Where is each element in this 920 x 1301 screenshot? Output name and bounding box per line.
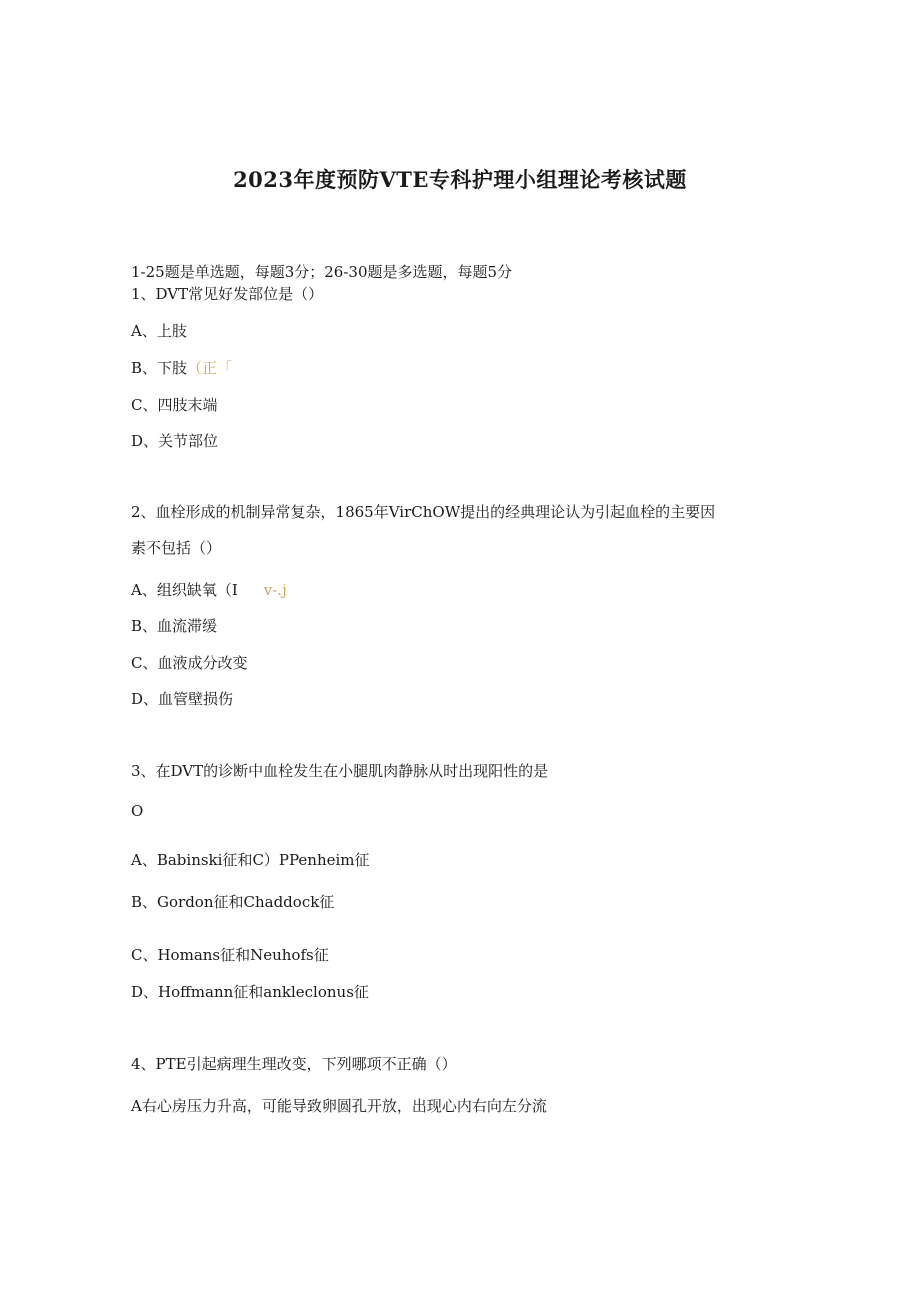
document-title: 2023年度预防VTE专科护理小组理论考核试题	[233, 167, 687, 192]
question-3-option-b: B、Gordon征和Chaddock征	[131, 893, 335, 911]
question-4-option-a: A右心房压力升高，可能导致卵圆孔开放，出现心内右向左分流	[131, 1097, 547, 1115]
instructions: 1-25题是单选题，每题3分；26-30题是多选题，每题5分	[131, 263, 513, 281]
question-3-stem-cont: O	[131, 802, 144, 820]
question-3-option-a: A、Babinski征和C）PPenheim征	[131, 851, 370, 869]
question-1-option-c: C、四肢末端	[131, 396, 218, 414]
answer-mark: （正「	[187, 359, 233, 377]
question-2-option-b: B、血流滞缓	[131, 617, 218, 635]
question-4-stem: 4、PTE引起病理生理改变，下列哪项不正确（）	[131, 1055, 457, 1073]
question-2-option-d: D、血管壁损伤	[131, 690, 234, 708]
question-2-option-a-row	[131, 580, 287, 600]
question-3-stem: 3、在DVT的诊断中血栓发生在小腿肌肉静脉从时出现阳性的是	[131, 762, 549, 780]
question-1-option-b-row	[131, 358, 232, 378]
question-2-stem-line2: 素不包括（）	[131, 539, 222, 557]
question-2-stem-line1: 2、血栓形成的机制异常复杂，1865年VirChOW提出的经典理论认为引起血栓的主要因	[131, 503, 716, 521]
question-1-option-a: A、上肢	[131, 322, 187, 340]
question-1-option-d: D、关节部位	[131, 432, 219, 450]
question-3-option-c: C、Homans征和Neuhofs征	[131, 946, 329, 964]
question-3-option-d: D、Hoffmann征和ankleclonus征	[131, 983, 369, 1001]
question-2-option-c: C、血液成分改变	[131, 654, 248, 672]
answer-mark: v-.j	[263, 581, 287, 599]
question-1-stem: 1、DVT常见好发部位是（）	[131, 285, 324, 303]
question-1-option-b: B、下肢	[131, 359, 188, 377]
question-2-option-a: A、组织缺氧（I	[131, 581, 238, 599]
